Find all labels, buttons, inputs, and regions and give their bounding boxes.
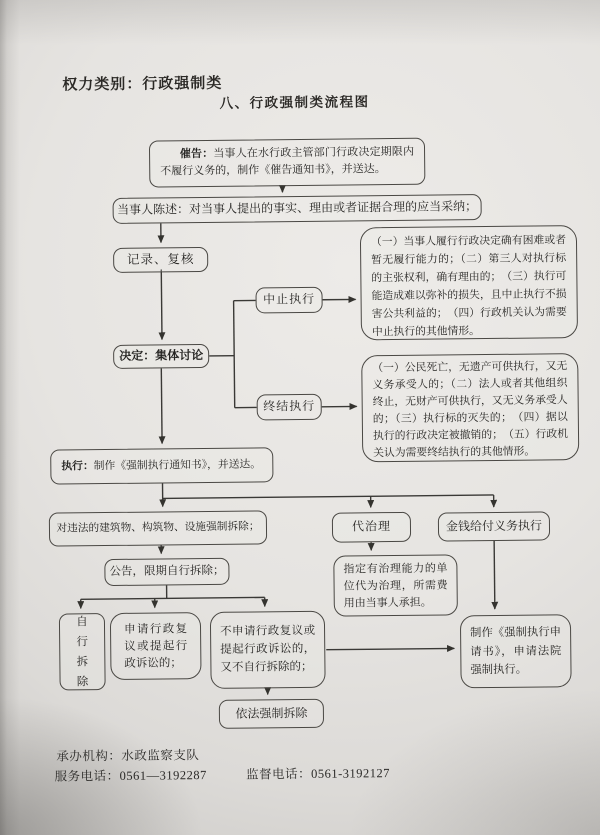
footer-service-phone: 服务电话：0561—3192287 (54, 767, 207, 784)
flow-node-announcement (104, 558, 229, 586)
self-demolition-text: 自行拆除 (76, 615, 89, 688)
court-application-text: 制作《强制执行申请书》，申请法院强制执行。 (470, 626, 562, 677)
urge-notice-text: 当事人在水行政主管部门行政决定期限内不履行义务的，制作《催告通知书》，并送达。 (160, 145, 415, 178)
flow-node-self-demolition (59, 613, 106, 690)
flow-node-record-review (113, 247, 208, 273)
flow-node-suspend-execution (255, 287, 322, 314)
flow-node-terminate-conditions (361, 353, 579, 462)
flow-node-terminate-execution (257, 394, 322, 421)
flow-node-agent-treatment (332, 512, 411, 543)
flow-node-urge-notice (149, 138, 425, 188)
record-review-text: 记录、复核 (126, 252, 195, 268)
terminate-conditions-text: （一）公民死亡，无遗产可供执行，又无义务承受人的；（二）法人或者其他组织终止，无财产可供执行，又无义务承受人的；（三）执行标的灭失的； （四）据以执行的行政决定被撤销的； （五）行政机关认为需要终结执行的其他情形。 (372, 360, 569, 460)
party-statement-text: 当事人陈述：对当事人提出的事实、理由或者证据合理的应当采纳； (117, 199, 478, 218)
flow-node-apply-review (110, 612, 202, 680)
announcement-text: 公告，限期自行拆除； (109, 564, 225, 579)
terminate-execution-text: 终结执行 (263, 399, 316, 414)
agent-treatment-text: 代治理 (351, 519, 392, 534)
apply-review-text: 申请行政复议或提起行政诉讼的； (123, 623, 188, 670)
decision-text: 决定：集体讨论 (119, 348, 204, 364)
footer-phones (54, 763, 390, 785)
flow-node-designate-unit (333, 554, 458, 616)
execute-label: 执行： (61, 459, 94, 473)
page-title: 八、行政强制类流程图 (219, 94, 370, 111)
footer-supervision-phone: 监督电话：0561-3192127 (246, 766, 391, 782)
flow-node-monetary-obligation (438, 511, 550, 541)
flow-node-forced-demolition (49, 510, 267, 546)
suspend-execution-text: 中止执行 (263, 292, 316, 307)
flow-node-party-statement (113, 194, 482, 224)
flow-node-court-application (460, 614, 572, 688)
flow-node-decision (113, 344, 209, 369)
flow-node-execute (50, 447, 273, 484)
urge-notice-label: 催告： (179, 147, 214, 161)
lawful-demolition-text: 依法强制拆除 (235, 705, 308, 721)
flow-node-lawful-demolition (219, 699, 324, 729)
forced-demolition-text: 对违法的建筑物、构筑物、设施强制拆除； (56, 520, 260, 535)
no-review-no-demolition-text: 不申请行政复议或提起行政诉讼的，又不自行拆除的； (220, 624, 316, 674)
suspend-conditions-text: （一）当事人履行行政决定确有困难或者暂无履行能力的；（二）第三人对执行标的主张权利，确有理由的； （三）执行可能造成难以弥补的损失，且中止执行不损害公共利益的； （四）行政机关认为需要中止执行的其他情形。 (370, 234, 567, 339)
monetary-obligation-text: 金钱给付义务执行 (445, 518, 543, 534)
designate-unit-text: 指定有治理能力的单位代为治理，所需费用由当事人承担。 (343, 562, 448, 610)
page-category-label: 权力类别：行政强制类 (62, 75, 223, 94)
execute-text: 制作《强制执行通知书》，并送达。 (93, 458, 262, 472)
flow-node-suspend-conditions (360, 225, 578, 340)
flow-node-no-review-no-demolition (210, 611, 326, 689)
footer-agency: 承办机构：水政监察支队 (56, 748, 200, 764)
